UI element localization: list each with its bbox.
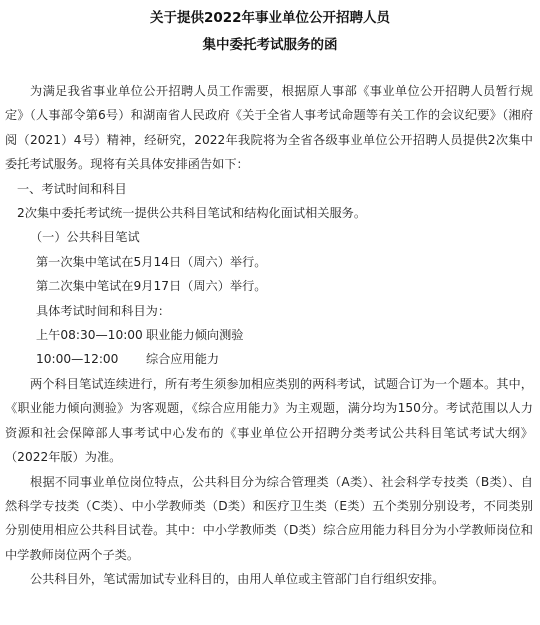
extra-subjects-paragraph: 公共科目外，笔试需加试专业科目的，由用人单位或主管部门自行组织安排。 [30,572,445,587]
section1-heading: 一、考试时间和科目 [17,181,127,196]
exam-date-2: 第二次集中笔试在9月17日（周六）举行。 [36,279,267,294]
categories-paragraph: 根据不同事业单位岗位特点，公共科目分为综合管理类（A类）、社会科学专技类（B类）、自然科学专技类（C类）、中小学教师类（D类）和医疗卫生类（E类）五个类别分别设考，不同类别分别使用相应公共科目试卷。其中：中小学教师类（D类）综合应用能力科目分为小学教师岗位和中学教师岗位两个子类。 [5,474,533,562]
schedule-time: 10:00—12:00 [36,352,119,367]
schedule-subject: 职业能力倾向测验 [146,328,244,343]
document-title-line2: 集中委托考试服务的函 [202,37,338,53]
exam-date-1: 第一次集中笔试在5月14日（周六）举行。 [36,254,267,269]
intro-paragraph: 为满足我省事业单位公开招聘人员工作需要，根据原人事部《事业单位公开招聘人员暂行规定》（人事部令第6号）和湖南省人民政府《关于全省人事考试命题等有关工作的会议纪要》（湘府阅（2021）4号）精神，经研究，2022年我院将为全省各级事业单位公开招聘人员提供2次集中委托考试服务。现将有关具体安排函告如下： [5,84,533,172]
section1-text: 2次集中委托考试统一提供公共科目笔试和结构化面试相关服务。 [17,206,367,221]
schedule-subject: 综合应用能力 [146,352,220,367]
subjects-paragraph: 两个科目笔试连续进行，所有考生须参加相应类别的两科考试，试题合订为一个题本。其中，《职业能力倾向测验》为客观题，《综合应用能力》为主观题，满分均为150分。考试范围以人力资源和社会保障部人事考试中心发布的《事业单位公开招聘分类考试公共科目笔试考试大纲》（2022年版）为准。 [5,376,533,465]
schedule-heading: 具体考试时间和科目为： [36,303,171,318]
sub1-heading: （一）公共科目笔试 [30,230,140,245]
schedule-row [5,347,533,371]
schedule-row [5,323,533,347]
document-body [5,79,533,592]
schedule-time: 上午08:30—10:00 [36,328,143,343]
document-title-line1: 关于提供2022年事业单位公开招聘人员 [149,10,391,26]
